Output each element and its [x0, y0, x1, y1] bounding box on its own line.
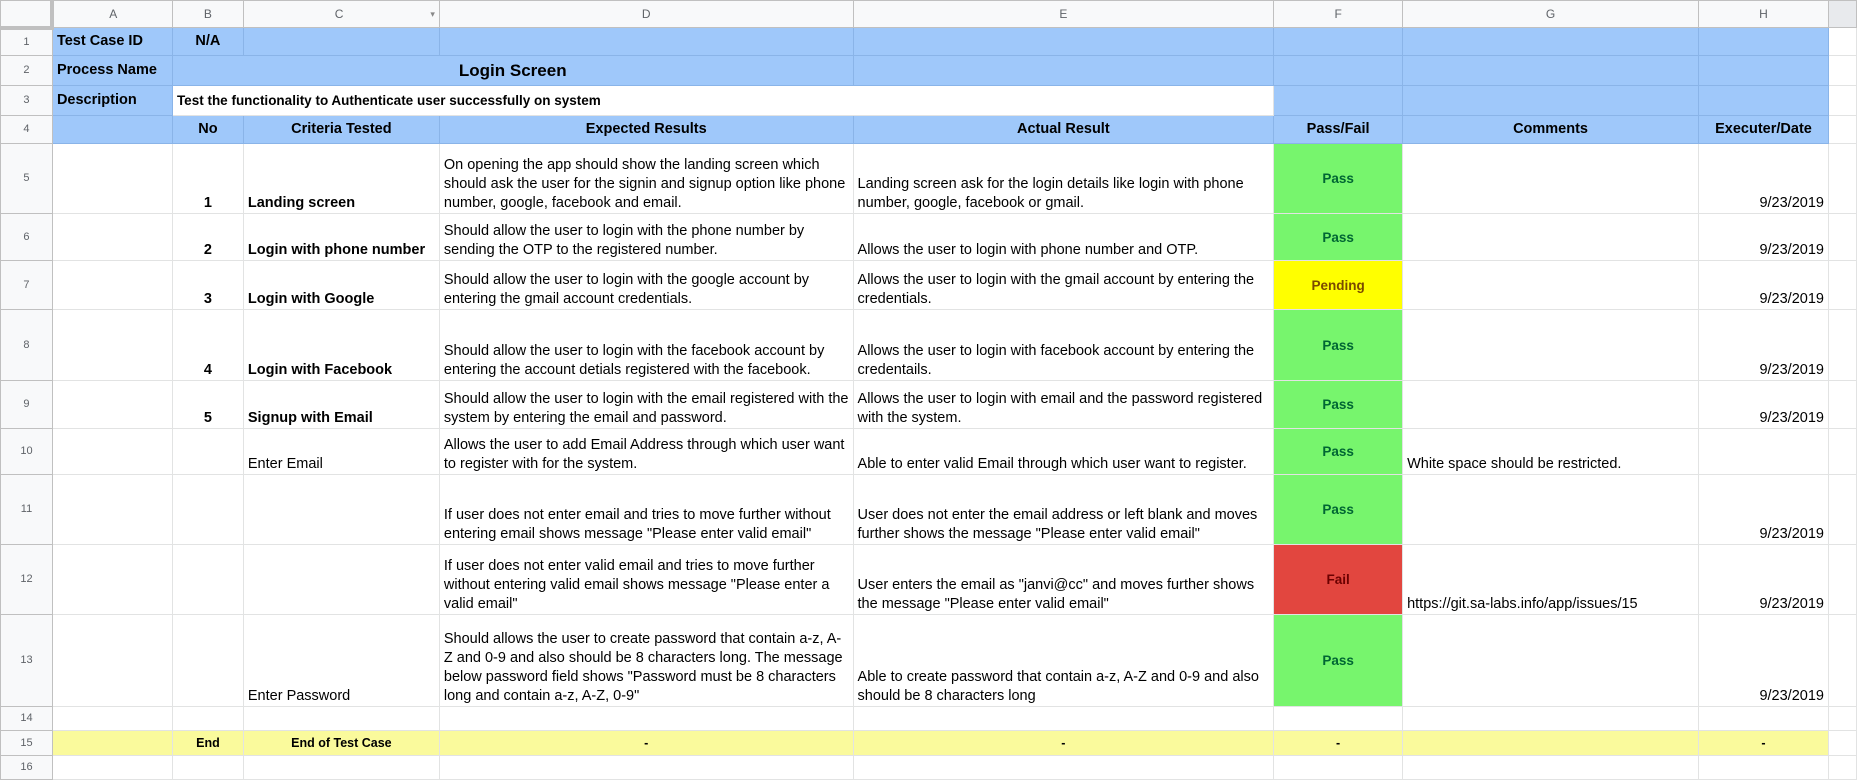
table-row [1, 475, 1857, 545]
cell[interactable] [1403, 28, 1699, 56]
row-number[interactable]: 15 [1, 731, 53, 756]
test-no[interactable]: 2 [172, 214, 243, 261]
comment[interactable] [1403, 144, 1699, 214]
executer-date[interactable]: 9/23/2019 [1699, 475, 1829, 545]
comment[interactable]: https://git.sa-labs.info/app/issues/15 [1403, 545, 1699, 615]
cell[interactable] [1403, 756, 1699, 780]
empty-row [1, 756, 1857, 780]
cell[interactable] [52, 707, 172, 731]
row-number[interactable]: 4 [1, 116, 53, 144]
expected-result[interactable]: If user does not enter valid email and tries to move further without entering valid email shows message "Please enter a valid email" [439, 545, 853, 615]
cell[interactable] [1828, 707, 1856, 731]
status-badge[interactable]: Pass [1274, 310, 1403, 381]
criteria-tested[interactable]: Login with Facebook [243, 310, 439, 381]
cell[interactable] [853, 28, 1274, 56]
status-badge[interactable]: Pass [1274, 429, 1403, 475]
header-comments[interactable]: Comments [1403, 116, 1699, 144]
cell[interactable] [1828, 28, 1856, 56]
end-no[interactable]: End [172, 731, 243, 756]
status-badge[interactable]: Pass [1274, 214, 1403, 261]
column-header-h[interactable]: H [1699, 1, 1829, 28]
cell[interactable] [1274, 756, 1403, 780]
criteria-tested[interactable]: Signup with Email [243, 381, 439, 429]
cell[interactable] [1274, 56, 1403, 86]
row-test-case-id [1, 28, 1857, 56]
cell[interactable] [52, 545, 172, 615]
criteria-tested[interactable] [243, 475, 439, 545]
process-name-label[interactable]: Process Name [52, 56, 172, 86]
cell[interactable] [52, 731, 172, 756]
cell[interactable] [1403, 56, 1699, 86]
cell[interactable] [52, 261, 172, 310]
end-status[interactable]: - [1274, 731, 1403, 756]
actual-result[interactable]: Allows the user to login with email and the password registered with the system. [853, 381, 1274, 429]
actual-result[interactable]: User enters the email as "janvi@cc" and moves further shows the message "Please enter valid email" [853, 545, 1274, 615]
table-row [1, 381, 1857, 429]
executer-date[interactable]: 9/23/2019 [1699, 381, 1829, 429]
test-no[interactable]: 4 [172, 310, 243, 381]
criteria-tested[interactable]: Login with Google [243, 261, 439, 310]
criteria-tested[interactable]: Landing screen [243, 144, 439, 214]
description-label[interactable]: Description [52, 86, 172, 116]
cell[interactable] [1828, 756, 1856, 780]
cell[interactable] [1274, 707, 1403, 731]
row-number[interactable]: 11 [1, 475, 53, 545]
criteria-tested[interactable]: Enter Password [243, 615, 439, 707]
row-number[interactable]: 6 [1, 214, 53, 261]
cell[interactable] [1274, 86, 1403, 116]
expected-result[interactable]: Should allow the user to login with the facebook account by entering the account detials registered with the facebook. [439, 310, 853, 381]
executer-date[interactable]: 9/23/2019 [1699, 310, 1829, 381]
cell[interactable] [172, 756, 243, 780]
executer-date[interactable]: 9/23/2019 [1699, 214, 1829, 261]
test-no[interactable] [172, 429, 243, 475]
status-badge[interactable]: Pass [1274, 475, 1403, 545]
cell[interactable] [52, 214, 172, 261]
row-number[interactable]: 9 [1, 381, 53, 429]
row-number[interactable]: 1 [1, 28, 53, 56]
column-header-g[interactable]: G [1403, 1, 1699, 28]
cell[interactable] [243, 756, 439, 780]
comment[interactable] [1403, 261, 1699, 310]
expected-result[interactable]: Should allow the user to login with the google account by entering the gmail account credentials. [439, 261, 853, 310]
table-row [1, 144, 1857, 214]
row-number[interactable]: 16 [1, 756, 53, 780]
column-header-b[interactable]: B [172, 1, 243, 28]
comment[interactable] [1403, 615, 1699, 707]
expected-result[interactable]: On opening the app should show the landing screen which should ask the user for the signin and signup option like phone number, google, facebook and email. [439, 144, 853, 214]
column-header-e[interactable]: E [853, 1, 1274, 28]
cell[interactable] [853, 756, 1274, 780]
cell[interactable] [1699, 707, 1829, 731]
row-number[interactable]: 13 [1, 615, 53, 707]
column-header-c[interactable] [243, 1, 439, 28]
test-case-id-label[interactable]: Test Case ID [52, 28, 172, 56]
table-header-row [1, 116, 1857, 144]
table-row [1, 545, 1857, 615]
row-number[interactable]: 5 [1, 144, 53, 214]
column-header-row [1, 1, 1857, 28]
comment[interactable] [1403, 475, 1699, 545]
actual-result[interactable]: User does not enter the email address or left blank and moves further shows the message "Please enter valid email" [853, 475, 1274, 545]
end-row [1, 731, 1857, 756]
criteria-tested[interactable] [243, 545, 439, 615]
cell[interactable] [52, 144, 172, 214]
cell[interactable] [172, 707, 243, 731]
header-executer-date[interactable]: Executer/Date [1699, 116, 1829, 144]
row-number[interactable]: 14 [1, 707, 53, 731]
row-number[interactable]: 12 [1, 545, 53, 615]
column-c-label: C [334, 6, 344, 21]
executer-date[interactable]: 9/23/2019 [1699, 615, 1829, 707]
cell[interactable] [1828, 214, 1856, 261]
expected-result[interactable]: Allows the user to add Email Address through which user want to register with for the system. [439, 429, 853, 475]
criteria-tested[interactable]: Login with phone number [243, 214, 439, 261]
comment[interactable] [1403, 310, 1699, 381]
test-no[interactable] [172, 615, 243, 707]
table-row [1, 429, 1857, 475]
executer-date[interactable] [1699, 429, 1829, 475]
cell[interactable] [1699, 56, 1829, 86]
cell[interactable] [1828, 86, 1856, 116]
column-header-a[interactable]: A [52, 1, 172, 28]
test-no[interactable]: 5 [172, 381, 243, 429]
actual-result[interactable]: Able to create password that contain a-z, A-Z and 0-9 and also should be 8 characters long [853, 615, 1274, 707]
cell[interactable] [52, 429, 172, 475]
row-number[interactable]: 10 [1, 429, 53, 475]
end-comment[interactable] [1403, 731, 1699, 756]
status-badge[interactable]: Pass [1274, 615, 1403, 707]
cell[interactable] [52, 116, 172, 144]
comment[interactable] [1403, 214, 1699, 261]
table-row [1, 261, 1857, 310]
cell[interactable] [1828, 475, 1856, 545]
table-row [1, 214, 1857, 261]
cell[interactable] [1828, 381, 1856, 429]
filter-dropdown-icon[interactable]: ▾ [430, 8, 435, 19]
cell[interactable] [1828, 310, 1856, 381]
column-header-d[interactable]: D [439, 1, 853, 28]
expected-result[interactable]: Should allow the user to login with the phone number by sending the OTP to the registered number. [439, 214, 853, 261]
cell[interactable] [1403, 707, 1699, 731]
end-criteria[interactable]: End of Test Case [243, 731, 439, 756]
table-row [1, 615, 1857, 707]
cell[interactable] [52, 475, 172, 545]
cell[interactable] [1274, 28, 1403, 56]
description-value[interactable]: Test the functionality to Authenticate user successfully on system [172, 86, 1273, 116]
actual-result[interactable]: Allows the user to login with phone number and OTP. [853, 214, 1274, 261]
end-actual[interactable]: - [853, 731, 1274, 756]
test-no[interactable]: 3 [172, 261, 243, 310]
end-expected[interactable]: - [439, 731, 853, 756]
actual-result[interactable]: Allows the user to login with the gmail account by entering the credentials. [853, 261, 1274, 310]
table-row [1, 310, 1857, 381]
header-pass-fail[interactable]: Pass/Fail [1274, 116, 1403, 144]
cell[interactable] [243, 707, 439, 731]
cell[interactable] [52, 615, 172, 707]
process-name-value[interactable]: Login Screen [172, 56, 853, 86]
row-number[interactable]: 7 [1, 261, 53, 310]
cell[interactable] [1828, 615, 1856, 707]
status-badge[interactable]: Pass [1274, 144, 1403, 214]
comment[interactable]: White space should be restricted. [1403, 429, 1699, 475]
test-no[interactable]: 1 [172, 144, 243, 214]
cell[interactable] [52, 310, 172, 381]
cell[interactable] [1828, 731, 1856, 756]
cell[interactable] [853, 707, 1274, 731]
executer-date[interactable]: 9/23/2019 [1699, 545, 1829, 615]
column-header-filler [1828, 1, 1856, 28]
cell[interactable] [439, 707, 853, 731]
empty-row [1, 707, 1857, 731]
cell[interactable] [1828, 429, 1856, 475]
cell[interactable] [1699, 86, 1829, 116]
cell[interactable] [439, 756, 853, 780]
cell[interactable] [1828, 116, 1856, 144]
actual-result[interactable]: Landing screen ask for the login details like login with phone number, google, facebook or gmail. [853, 144, 1274, 214]
select-all-corner[interactable] [1, 1, 53, 28]
cell[interactable] [1828, 56, 1856, 86]
cell[interactable] [1828, 144, 1856, 214]
executer-date[interactable]: 9/23/2019 [1699, 144, 1829, 214]
cell[interactable] [243, 28, 439, 56]
end-date[interactable]: - [1699, 731, 1829, 756]
column-header-f[interactable]: F [1274, 1, 1403, 28]
cell[interactable] [1699, 756, 1829, 780]
status-badge[interactable]: Pending [1274, 261, 1403, 310]
test-no[interactable] [172, 475, 243, 545]
comment[interactable] [1403, 381, 1699, 429]
criteria-tested[interactable]: Enter Email [243, 429, 439, 475]
cell[interactable] [52, 381, 172, 429]
expected-result[interactable]: Should allow the user to login with the email registered with the system by entering the email and password. [439, 381, 853, 429]
cell[interactable] [1699, 28, 1829, 56]
actual-result[interactable]: Able to enter valid Email through which user want to register. [853, 429, 1274, 475]
expected-result[interactable]: Should allows the user to create password that contain a-z, A-Z and 0-9 and also should be 8 characters long. The message below password field shows "Password must be 8 characters long and contain a-z, A-Z, 0-9" [439, 615, 853, 707]
cell[interactable] [439, 28, 853, 56]
cell[interactable] [1403, 86, 1699, 116]
row-number[interactable]: 2 [1, 56, 53, 86]
row-number[interactable]: 3 [1, 86, 53, 116]
status-badge[interactable]: Pass [1274, 381, 1403, 429]
test-no[interactable] [172, 545, 243, 615]
status-badge[interactable]: Fail [1274, 545, 1403, 615]
header-no[interactable]: No [172, 116, 243, 144]
actual-result[interactable]: Allows the user to login with facebook account by entering the credentails. [853, 310, 1274, 381]
cell[interactable] [1828, 261, 1856, 310]
header-actual-result[interactable]: Actual Result [853, 116, 1274, 144]
cell[interactable] [1828, 545, 1856, 615]
header-criteria-tested[interactable]: Criteria Tested [243, 116, 439, 144]
cell[interactable] [853, 56, 1274, 86]
expected-result[interactable]: If user does not enter email and tries to move further without entering email shows message "Please enter valid email" [439, 475, 853, 545]
row-process-name [1, 56, 1857, 86]
row-number[interactable]: 8 [1, 310, 53, 381]
header-expected-results[interactable]: Expected Results [439, 116, 853, 144]
cell[interactable] [52, 756, 172, 780]
test-case-id-value[interactable]: N/A [172, 28, 243, 56]
row-description [1, 86, 1857, 116]
executer-date[interactable]: 9/23/2019 [1699, 261, 1829, 310]
